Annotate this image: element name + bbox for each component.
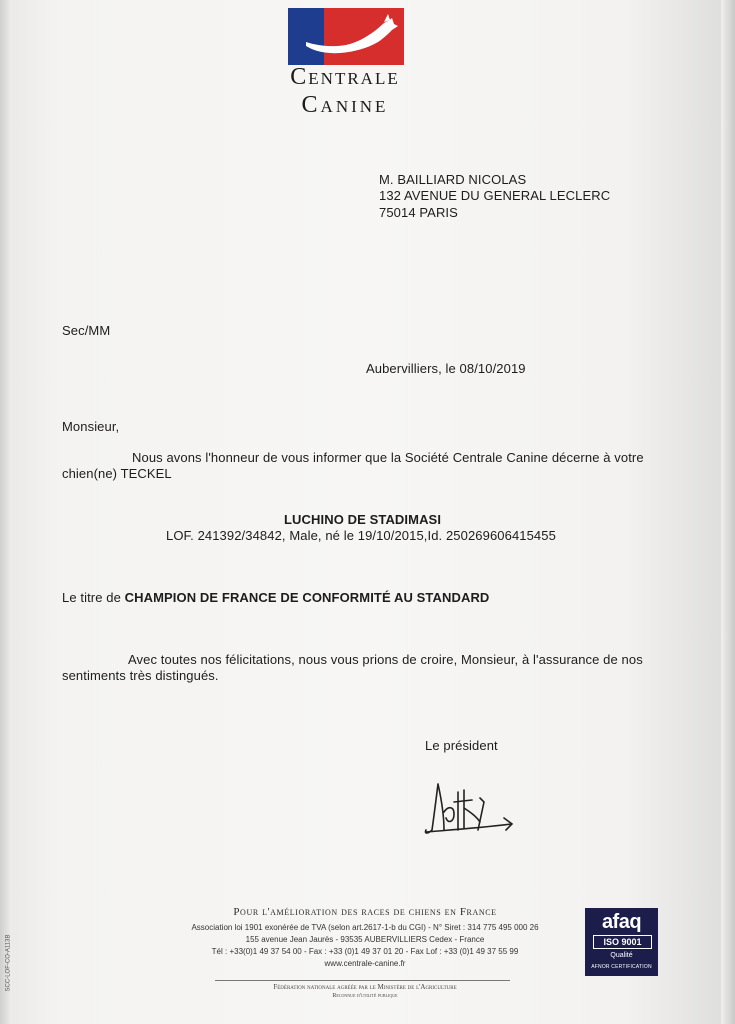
closing-line-2: sentiments très distingués. <box>62 668 219 683</box>
recipient-name: M. BAILLIARD NICOLAS <box>379 172 527 187</box>
salutation: Monsieur, <box>62 419 120 434</box>
afaq-brand: afaq <box>601 911 642 933</box>
date-line: Aubervilliers, le 08/10/2019 <box>366 361 526 376</box>
centrale-canine-logo <box>288 8 404 65</box>
dog-details: LOF. 241392/34842, Male, né le 19/10/2015,Id. 250269606415455 <box>166 528 556 543</box>
side-document-code: SCC-LOF-CO-A113B <box>5 934 12 992</box>
footer-utility: Reconnue d'utilité publique <box>332 993 398 999</box>
logo-text-centrale: Centrale <box>290 64 400 90</box>
footer-title: Pour l'amélioration des races de chiens en France <box>233 906 497 918</box>
logo-red-panel <box>324 8 404 65</box>
afaq-iso-badge <box>585 908 658 976</box>
title-line <box>62 590 489 606</box>
afaq-iso-label: ISO 9001 <box>593 935 652 949</box>
title-award: CHAMPION DE FRANCE DE CONFORMITÉ AU STANDARD <box>124 590 490 605</box>
reference: Sec/MM <box>62 323 111 338</box>
footer-federation: Fédération nationale agréée par le Ministère de l'Agriculture <box>273 983 457 991</box>
intro-line-1: Nous avons l'honneur de vous informer que la Société Centrale Canine décerne à votre <box>132 450 644 465</box>
footer-address-line: 155 avenue Jean Jaurès - 93535 AUBERVILLIERS Cedex - France <box>245 935 485 944</box>
paper-edge-right <box>721 0 735 1024</box>
recipient-city: 75014 PARIS <box>379 205 458 220</box>
intro-line-2: chien(ne) TECKEL <box>62 466 172 481</box>
title-prefix: Le titre de <box>62 590 125 605</box>
signatory-title: Le président <box>425 738 498 753</box>
logo-blue-panel <box>288 8 324 65</box>
dog-name: LUCHINO DE STADIMASI <box>284 512 442 527</box>
closing-line-1: Avec toutes nos félicitations, nous vous prions de croire, Monsieur, à l'assurance de nos <box>128 652 643 667</box>
afaq-cert-label: AFNOR CERTIFICATION <box>591 964 652 970</box>
footer-legal-line: Association loi 1901 exonérée de TVA (selon art.2617-1-b du CGI) - N° Siret : 314 775 495 000 26 <box>191 923 539 932</box>
recipient-street: 132 AVENUE DU GENERAL LECLERC <box>379 188 611 203</box>
footer-website: www.centrale-canine.fr <box>324 959 406 968</box>
logo-text-canine: Canine <box>301 92 389 118</box>
afaq-quality-label: Qualité <box>610 952 633 959</box>
president-signature <box>420 772 520 842</box>
paper-edge-left <box>0 0 12 1024</box>
footer-phone-line: Tél : +33(0)1 49 37 54 00 - Fax : +33 (0)1 49 37 01 20 - Fax Lof : +33 (0)1 49 37 55 99 <box>211 947 519 956</box>
footer-divider <box>215 980 510 981</box>
